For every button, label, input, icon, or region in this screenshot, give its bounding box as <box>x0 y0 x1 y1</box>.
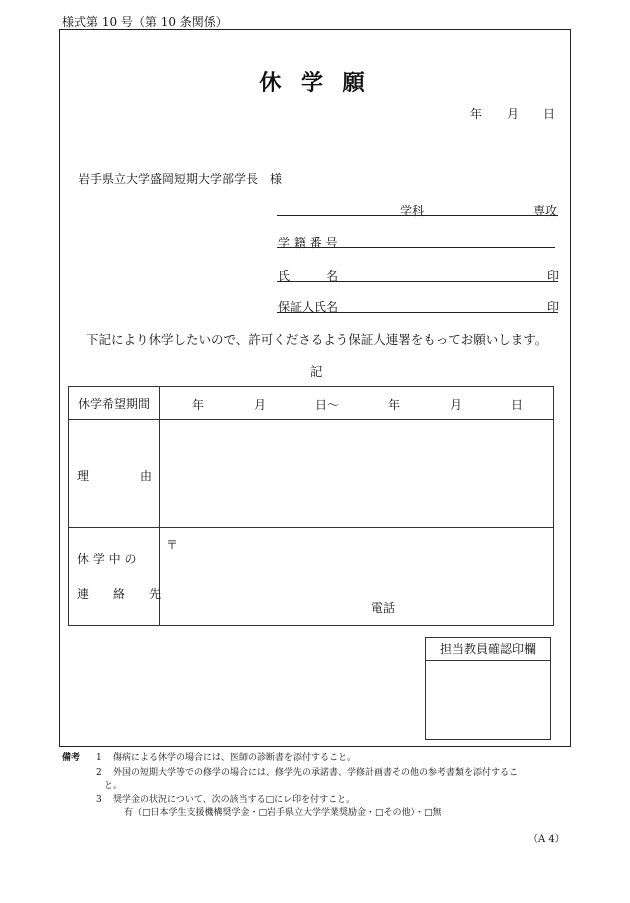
postal-mark: 〒 <box>166 538 179 552</box>
guarantor-seal: 印 <box>547 300 560 314</box>
reason-label-cell <box>69 420 160 528</box>
contact-label-cell <box>69 528 160 626</box>
student-id-label: 学 籍 番 号 <box>278 236 338 250</box>
phone-label: 電話 <box>371 601 396 615</box>
name-underline <box>277 281 558 282</box>
department-suffix: 学科 <box>400 204 425 218</box>
details-table <box>68 386 554 626</box>
period-day-end: 日 <box>511 398 524 412</box>
period-label: 休学希望期間 <box>69 387 160 420</box>
addressee: 岩手県立大学盛岡短期大学部学長 様 <box>78 172 283 186</box>
contact-label-2: 連 絡 先 <box>77 587 162 601</box>
reason-label-2: 由 <box>140 469 153 483</box>
contact-label-1: 休 学 中 の <box>77 552 137 566</box>
request-statement: 下記により休学したいので、許可くださるよう保証人連署をもってお願いします。 <box>86 332 548 347</box>
student-seal: 印 <box>547 269 560 283</box>
period-year-start: 年 <box>192 398 205 412</box>
name-label-2: 名 <box>326 269 339 283</box>
major-suffix: 専攻 <box>533 204 558 218</box>
note-2-number: 2 <box>96 768 102 778</box>
period-month-end: 月 <box>450 398 463 412</box>
date-day: 日 <box>543 107 556 121</box>
guarantor-label: 保証人氏名 <box>278 300 339 314</box>
page-title: 休 学 願 <box>259 70 371 96</box>
name-label-1: 氏 <box>278 269 291 283</box>
period-day-start: 日〜 <box>315 398 340 412</box>
department-underline <box>277 215 558 216</box>
reason-label-1: 理 <box>77 469 90 483</box>
table-row <box>69 420 554 528</box>
guarantor-underline <box>277 312 558 313</box>
contact-cell[interactable] <box>160 528 554 626</box>
table-row <box>69 528 554 626</box>
ki-heading: 記 <box>310 364 323 379</box>
note-1-number: 1 <box>96 753 102 763</box>
date-month: 月 <box>507 107 520 121</box>
date-year: 年 <box>470 107 483 121</box>
student-id-underline <box>277 247 555 248</box>
teacher-seal-box[interactable] <box>425 660 551 740</box>
period-month-start: 月 <box>254 398 267 412</box>
form-number-label: 様式第 10 号（第 10 条関係） <box>62 15 228 29</box>
period-year-end: 年 <box>388 398 401 412</box>
reason-cell[interactable] <box>160 420 554 528</box>
paper-size-label: （A 4） <box>528 834 565 845</box>
note-3-text: 奨学金の状況について、次の該当する□にレ印を付すこと。 <box>113 795 356 805</box>
note-2-text: 外国の短期大学等での修学の場合には、修学先の承諾書、学修計画書その他の参考書類を添付するこ <box>113 768 519 778</box>
notes-heading: 備考 <box>62 753 81 763</box>
note-3-options: 有（□日本学生支援機構奨学金・□岩手県立大学学業奨励金・□その他）・□無 <box>124 808 442 818</box>
note-3-number: 3 <box>96 795 102 805</box>
table-row <box>69 387 554 420</box>
period-cell <box>160 387 554 420</box>
teacher-confirmation-header: 担当教員確認印欄 <box>425 637 551 661</box>
note-1-text: 傷病による休学の場合には、医師の診断書を添付すること。 <box>113 753 357 763</box>
note-2-continuation: と。 <box>104 781 123 791</box>
